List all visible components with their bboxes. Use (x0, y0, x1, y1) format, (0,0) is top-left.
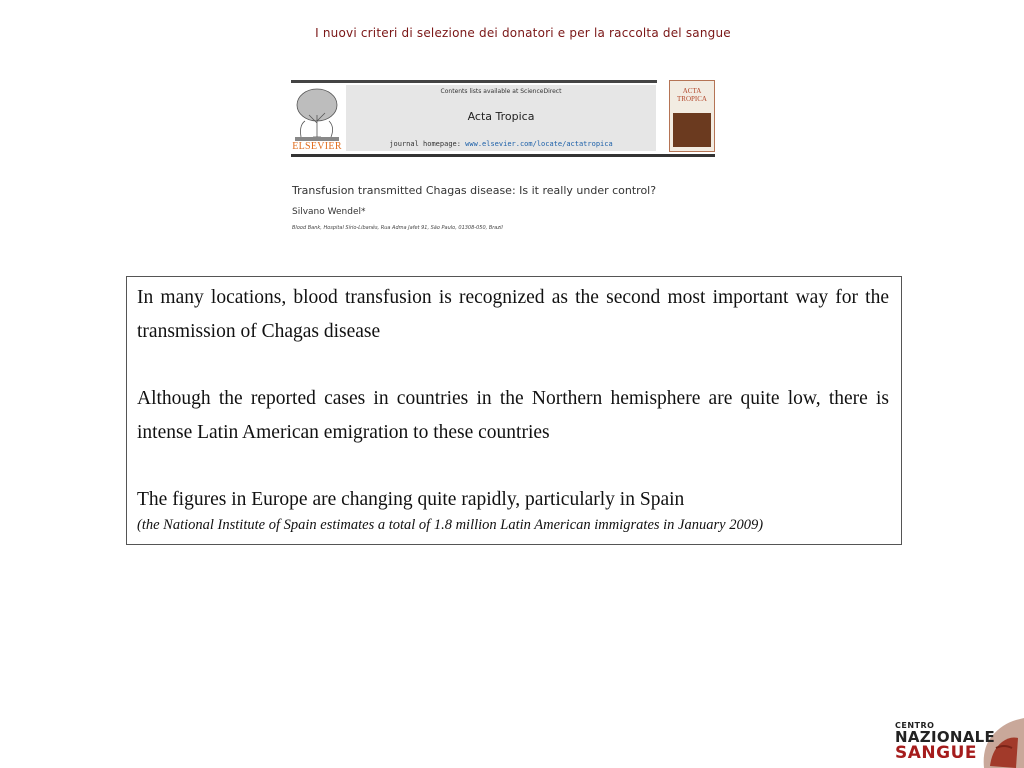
journal-cover-art (673, 113, 711, 147)
centro-nazionale-sangue-logo (892, 718, 1024, 768)
paragraph-spain-note: (the National Institute of Spain estimates a total of 1.8 million Latin American immigrates in January 2009) (137, 517, 764, 533)
contents-available-text: Contents lists available at ScienceDirect (440, 88, 562, 95)
logo-centro: CENTRO (895, 721, 935, 730)
article-title: Transfusion transmitted Chagas disease: Is it really under control? (292, 184, 657, 197)
logo-text (895, 722, 995, 762)
journal-bottom-rule (291, 154, 715, 157)
journal-cover-image (669, 80, 715, 152)
journal-homepage (346, 140, 656, 148)
elsevier-logo (291, 85, 343, 153)
paragraph-transfusion: In many locations, blood transfusion is recognized as the second most important way for the transmission of Chagas disease (137, 287, 889, 342)
slide-header-title: I nuovi criteri di selezione dei donatori e per la raccolta del sangue (315, 26, 731, 40)
logo-sangue: SANGUE (895, 743, 977, 763)
logo-nazionale: NAZIONALE (895, 728, 996, 746)
homepage-prefix: journal homepage: (389, 140, 466, 148)
article-author: Silvano Wendel* (292, 207, 366, 217)
journal-name: Acta Tropica (467, 110, 535, 123)
journal-top-rule (291, 80, 657, 83)
article-affiliation: Blood Bank, Hospital Sírio-Libanês, Rua Adma Jafet 91, São Paulo, 01308-050, Brazil (292, 225, 503, 231)
elsevier-tree-icon (291, 85, 343, 143)
journal-header (291, 80, 715, 158)
paragraph-europe: The figures in Europe are changing quite rapidly, particularly in Spain (137, 489, 685, 510)
homepage-url: www.elsevier.com/locate/actatropica (465, 140, 613, 148)
elsevier-wordmark: ELSEVIER (292, 141, 342, 152)
content-text-box (126, 276, 902, 545)
journal-banner (346, 85, 656, 151)
journal-cover-title: ACTA TROPICA (677, 87, 707, 103)
paragraph-northern-hemisphere: Although the reported cases in countries in the Northern hemisphere are quite low, there is intense Latin American emigration to these countries (137, 388, 889, 443)
